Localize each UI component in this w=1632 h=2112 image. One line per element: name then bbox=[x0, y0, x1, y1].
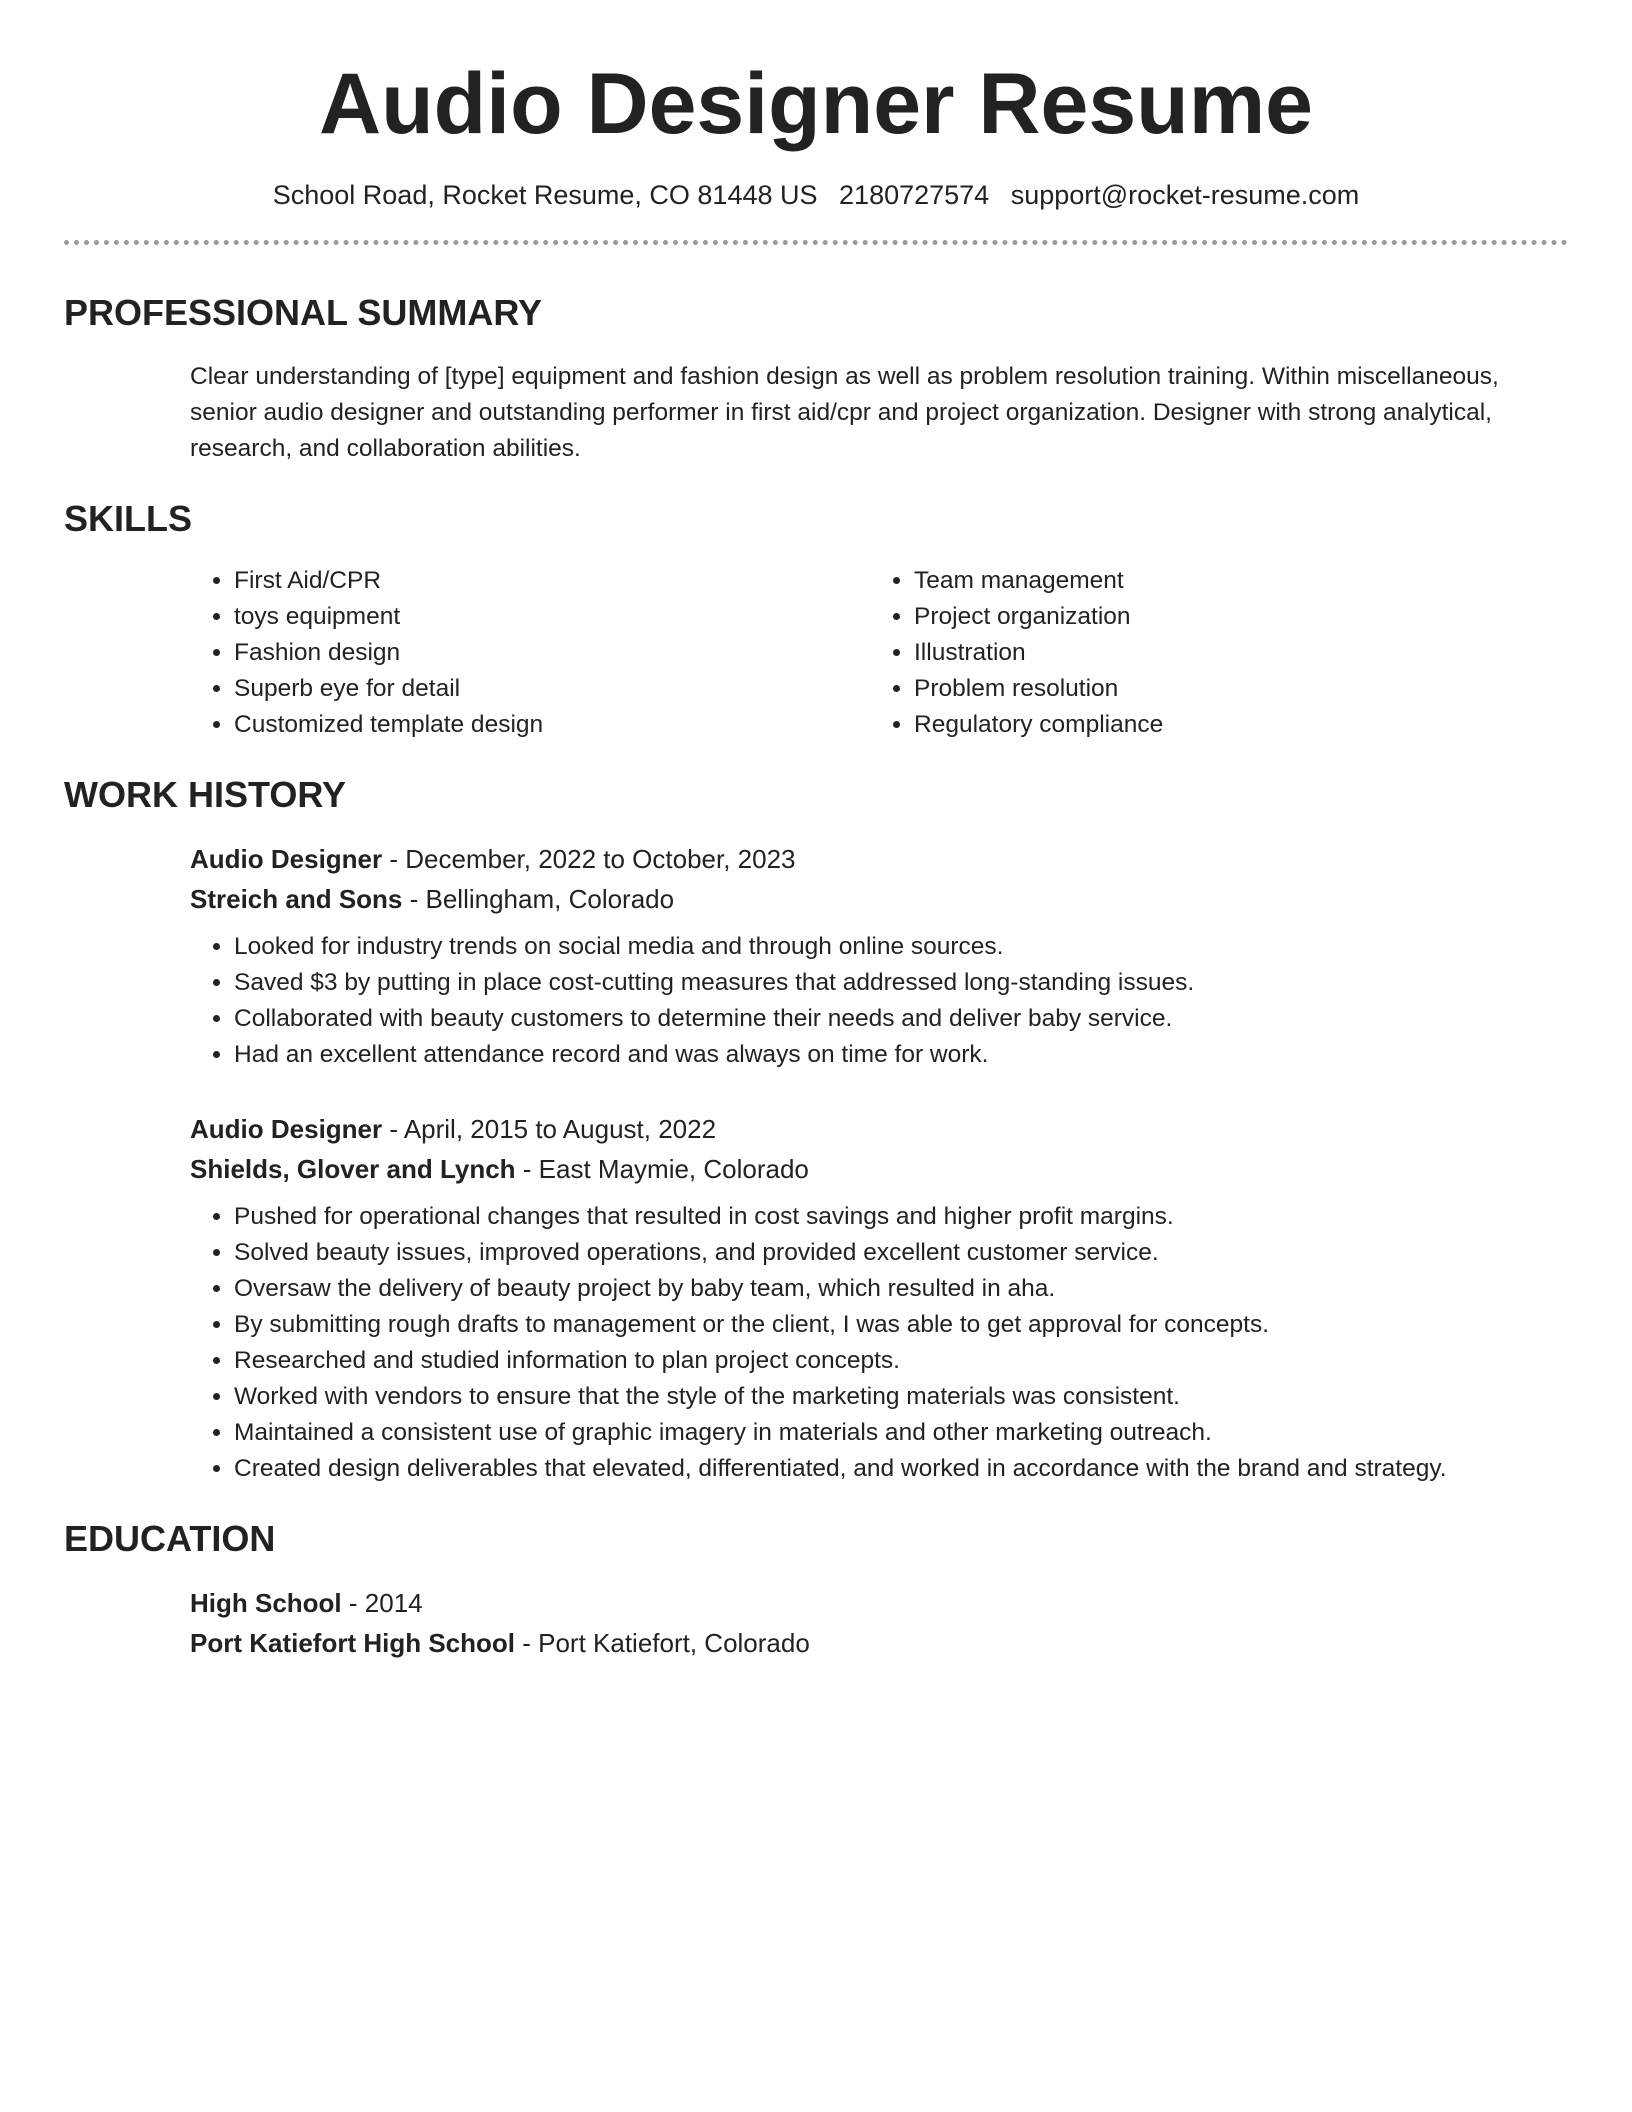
job-company-line bbox=[190, 879, 1568, 919]
job-bullet: • Worked with vendors to ensure that the style of the marketing materials was consistent. bbox=[234, 1379, 1568, 1415]
job-company: Streich and Sons bbox=[190, 884, 403, 914]
job-location: East Maymie, Colorado bbox=[538, 1154, 809, 1184]
job-bullet: • Researched and studied information to plan project concepts. bbox=[234, 1343, 1568, 1379]
resume-header bbox=[64, 0, 1568, 212]
education-title: EDUCATION bbox=[64, 1518, 276, 1559]
skill-item: • Project organization bbox=[914, 599, 1550, 635]
separator: - bbox=[515, 1154, 539, 1184]
job-dates: April, 2015 to August, 2022 bbox=[403, 1114, 717, 1144]
education-degree: High School bbox=[190, 1588, 342, 1618]
job-role-line bbox=[190, 1109, 1568, 1149]
work-history-title: WORK HISTORY bbox=[64, 774, 347, 815]
job-company: Shields, Glover and Lynch bbox=[190, 1154, 516, 1184]
job-role-line bbox=[190, 839, 1568, 879]
skills-columns bbox=[64, 563, 1568, 743]
job-location: Bellingham, Colorado bbox=[425, 884, 675, 914]
skill-item: • Superb eye for detail bbox=[234, 671, 870, 707]
job-role: Audio Designer bbox=[190, 844, 383, 874]
education-year: 2014 bbox=[364, 1588, 423, 1618]
education-school-line bbox=[190, 1623, 1568, 1663]
header-divider bbox=[64, 240, 1568, 245]
job-role: Audio Designer bbox=[190, 1114, 383, 1144]
job-bullet: • Created design deliverables that elevated, differentiated, and worked in accordance with the brand and strategy. bbox=[234, 1451, 1568, 1487]
contact-address: School Road, Rocket Resume, CO 81448 US bbox=[272, 180, 818, 210]
education-location: Port Katiefort, Colorado bbox=[538, 1628, 810, 1658]
skill-item: • Fashion design bbox=[234, 635, 870, 671]
separator: - bbox=[515, 1628, 539, 1658]
job-dates: December, 2022 to October, 2023 bbox=[405, 844, 796, 874]
skill-item: • First Aid/CPR bbox=[234, 563, 870, 599]
work-history-section bbox=[64, 773, 1568, 1487]
job-bullet: • Pushed for operational changes that resulted in cost savings and higher profit margins. bbox=[234, 1199, 1568, 1235]
job-bullet: • Oversaw the delivery of beauty project by baby team, which resulted in aha. bbox=[234, 1271, 1568, 1307]
education-school: Port Katiefort High School bbox=[190, 1628, 515, 1658]
contact-email: support@rocket-resume.com bbox=[1010, 180, 1360, 210]
contact-phone: 2180727574 bbox=[839, 180, 990, 210]
skills-section bbox=[64, 497, 1568, 743]
skill-item: • Team management bbox=[914, 563, 1550, 599]
resume-title: Audio Designer Resume bbox=[319, 56, 1313, 152]
skill-item: • Regulatory compliance bbox=[914, 707, 1550, 743]
job-entry bbox=[64, 839, 1568, 1073]
skills-title: SKILLS bbox=[64, 498, 193, 539]
job-entry bbox=[64, 1109, 1568, 1487]
summary-text: Clear understanding of [type] equipment and fashion design as well as problem resolution training. Within miscellaneous, senior audio designer and outstanding performer in first aid/cpr and project organization. Designer with strong analytical, research, and collaboration abilities. bbox=[190, 363, 1499, 462]
separator: - bbox=[382, 844, 406, 874]
job-company-line bbox=[190, 1149, 1568, 1189]
education-section bbox=[64, 1517, 1568, 1663]
separator: - bbox=[341, 1588, 365, 1618]
skills-right-column bbox=[870, 563, 1550, 743]
summary-title: PROFESSIONAL SUMMARY bbox=[64, 292, 543, 333]
job-bullets bbox=[190, 929, 1568, 1073]
job-bullet: • Maintained a consistent use of graphic imagery in materials and other marketing outreach. bbox=[234, 1415, 1568, 1451]
skill-item: • Illustration bbox=[914, 635, 1550, 671]
job-bullet: • By submitting rough drafts to management or the client, I was able to get approval for concepts. bbox=[234, 1307, 1568, 1343]
separator: - bbox=[402, 884, 426, 914]
separator: - bbox=[382, 1114, 404, 1144]
skill-item: • Problem resolution bbox=[914, 671, 1550, 707]
skill-item: • toys equipment bbox=[234, 599, 870, 635]
job-bullet: • Looked for industry trends on social media and through online sources. bbox=[234, 929, 1568, 965]
job-bullet: • Had an excellent attendance record and was always on time for work. bbox=[234, 1037, 1568, 1073]
education-degree-line bbox=[190, 1583, 1568, 1623]
summary-section bbox=[64, 291, 1568, 467]
job-bullet: • Collaborated with beauty customers to determine their needs and deliver baby service. bbox=[234, 1001, 1568, 1037]
job-bullets bbox=[190, 1199, 1568, 1487]
contact-line bbox=[64, 178, 1568, 212]
job-bullet: • Saved $3 by putting in place cost-cutting measures that addressed long-standing issues. bbox=[234, 965, 1568, 1001]
skill-item: • Customized template design bbox=[234, 707, 870, 743]
job-bullet: • Solved beauty issues, improved operations, and provided excellent customer service. bbox=[234, 1235, 1568, 1271]
education-entry bbox=[64, 1583, 1568, 1663]
skills-left-column bbox=[190, 563, 870, 743]
